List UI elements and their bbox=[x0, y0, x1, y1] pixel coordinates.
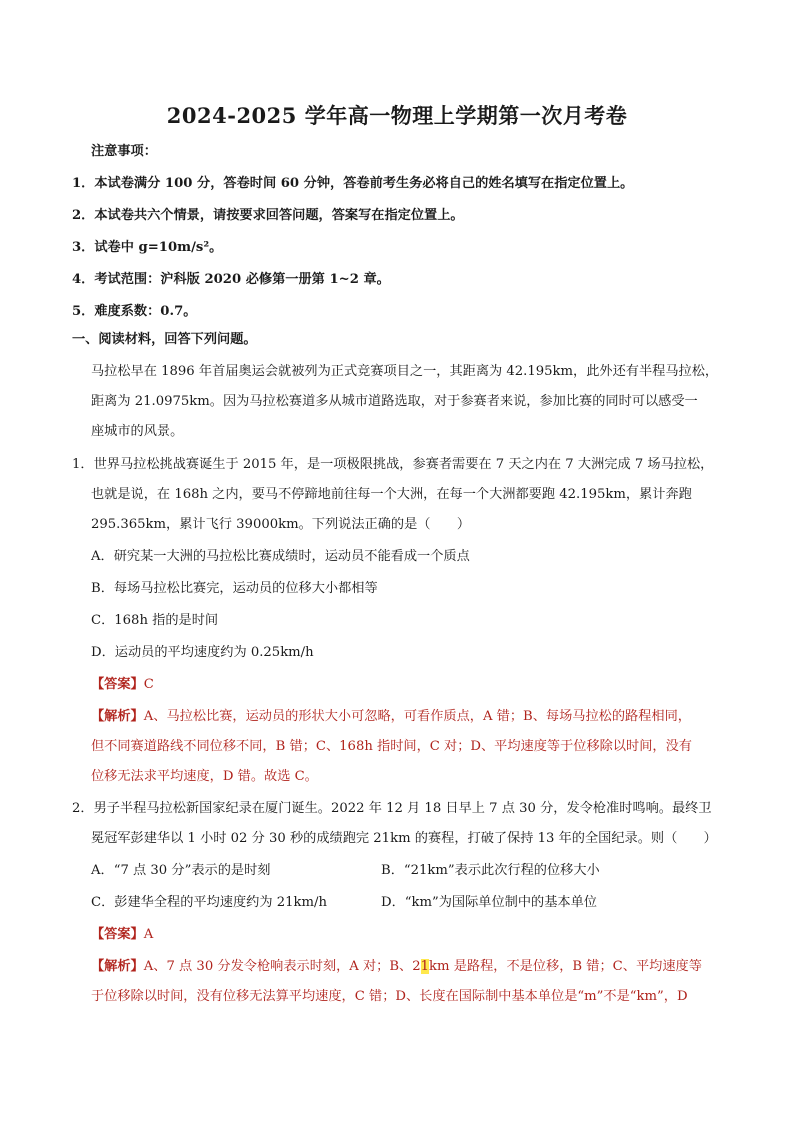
analysis-text: A、7 点 30 分发令枪响表示时刻，A 对；B、2 bbox=[143, 959, 421, 974]
question-1-option-a: A．研究某一大洲的马拉松比赛成绩时，运动员不能看成一个质点 bbox=[91, 549, 470, 564]
notice-item: 3．试卷中 g=10m/s²。 bbox=[72, 240, 223, 255]
passage-line: 马拉松早在 1896 年首届奥运会就被列为正式竞赛项目之一，其距离为 42.195km，此外还有半程马拉松， bbox=[91, 364, 719, 379]
question-2-option-a: A．“7 点 30 分”表示的是时刻 bbox=[91, 863, 271, 878]
question-1-option-c: C．168h 指的是时间 bbox=[91, 613, 219, 628]
question-2-option-c: C．彭建华全程的平均速度约为 21km/h bbox=[91, 895, 327, 910]
question-1-analysis-line: 位移无法求平均速度，D 错。故选 C。 bbox=[91, 769, 318, 784]
analysis-text: km 是路程，不是位移，B 错；C、平均速度等 bbox=[429, 959, 702, 974]
notice-item: 1．本试卷满分 100 分，答卷时间 60 分钟，答卷前考生务必将自己的姓名填写在指定位置上。 bbox=[72, 176, 634, 191]
analysis-label: 【解析】 bbox=[91, 959, 144, 974]
passage-line: 座城市的风景。 bbox=[91, 424, 184, 439]
answer-value: C bbox=[143, 677, 154, 692]
question-2-analysis-line: 于位移除以时间，没有位移无法算平均速度，C 错；D、长度在国际制中基本单位是“m”不是“km”，D bbox=[91, 989, 688, 1004]
question-1-stem: 1．世界马拉松挑战赛诞生于 2015 年，是一项极限挑战，参赛者需要在 7 天之内在 7 大洲完成 7 场马拉松， bbox=[72, 457, 714, 472]
question-1-answer bbox=[91, 676, 154, 694]
question-1-option-b: B．每场马拉松比赛完，运动员的位移大小都相等 bbox=[91, 581, 378, 596]
passage-line: 距离为 21.0975km。因为马拉松赛道多从城市道路选取，对于参赛者来说，参加比赛的同时可以感受一 bbox=[91, 394, 698, 409]
notice-item: 2．本试卷共六个情景，请按要求回答问题，答案写在指定位置上。 bbox=[72, 208, 464, 223]
question-1-analysis bbox=[91, 708, 691, 726]
question-2-stem: 冕冠军彭建华以 1 小时 02 分 30 秒的成绩跑完 21km 的赛程，打破了保持 13 年的全国纪录。则（ ） bbox=[91, 831, 717, 846]
notice-item: 4．考试范围：沪科版 2020 必修第一册第 1~2 章。 bbox=[72, 272, 390, 287]
question-2-stem: 2．男子半程马拉松新国家纪录在厦门诞生。2022 年 12 月 18 日早上 7 点 30 分，发令枪准时鸣响。最终卫 bbox=[72, 801, 712, 816]
answer-value: A bbox=[143, 927, 154, 942]
analysis-text: A、马拉松比赛，运动员的形状大小可忽略，可看作质点，A 错；B、每场马拉松的路程相同， bbox=[143, 709, 691, 724]
question-1-analysis-line: 但不同赛道路线不同位移不同，B 错；C、168h 指时间，C 对；D、平均速度等于位移除以时间，没有 bbox=[91, 739, 692, 754]
highlighted-text: 1 bbox=[420, 959, 430, 974]
question-1-stem: 也就是说，在 168h 之内，要马不停蹄地前往每一个大洲，在每一个大洲都要跑 42.195km，累计奔跑 bbox=[91, 487, 692, 502]
question-2-answer bbox=[91, 926, 153, 944]
question-2-option-d: D．“km”为国际单位制中的基本单位 bbox=[381, 895, 597, 910]
page-title: 2024-2025 学年高一物理上学期第一次月考卷 bbox=[166, 103, 628, 128]
section-heading: 一、阅读材料，回答下列问题。 bbox=[72, 332, 257, 347]
question-2-analysis bbox=[91, 958, 702, 976]
answer-label: 【答案】 bbox=[91, 677, 144, 692]
question-1-stem: 295.365km，累计飞行 39000km。下列说法正确的是（ ） bbox=[91, 517, 471, 532]
question-2-option-b: B．“21km”表示此次行程的位移大小 bbox=[381, 863, 600, 878]
notice-item: 5．难度系数：0.7。 bbox=[72, 304, 197, 319]
analysis-label: 【解析】 bbox=[91, 709, 144, 724]
notice-heading: 注意事项： bbox=[91, 144, 157, 159]
question-1-option-d: D．运动员的平均速度约为 0.25km/h bbox=[91, 645, 314, 660]
answer-label: 【答案】 bbox=[91, 927, 144, 942]
